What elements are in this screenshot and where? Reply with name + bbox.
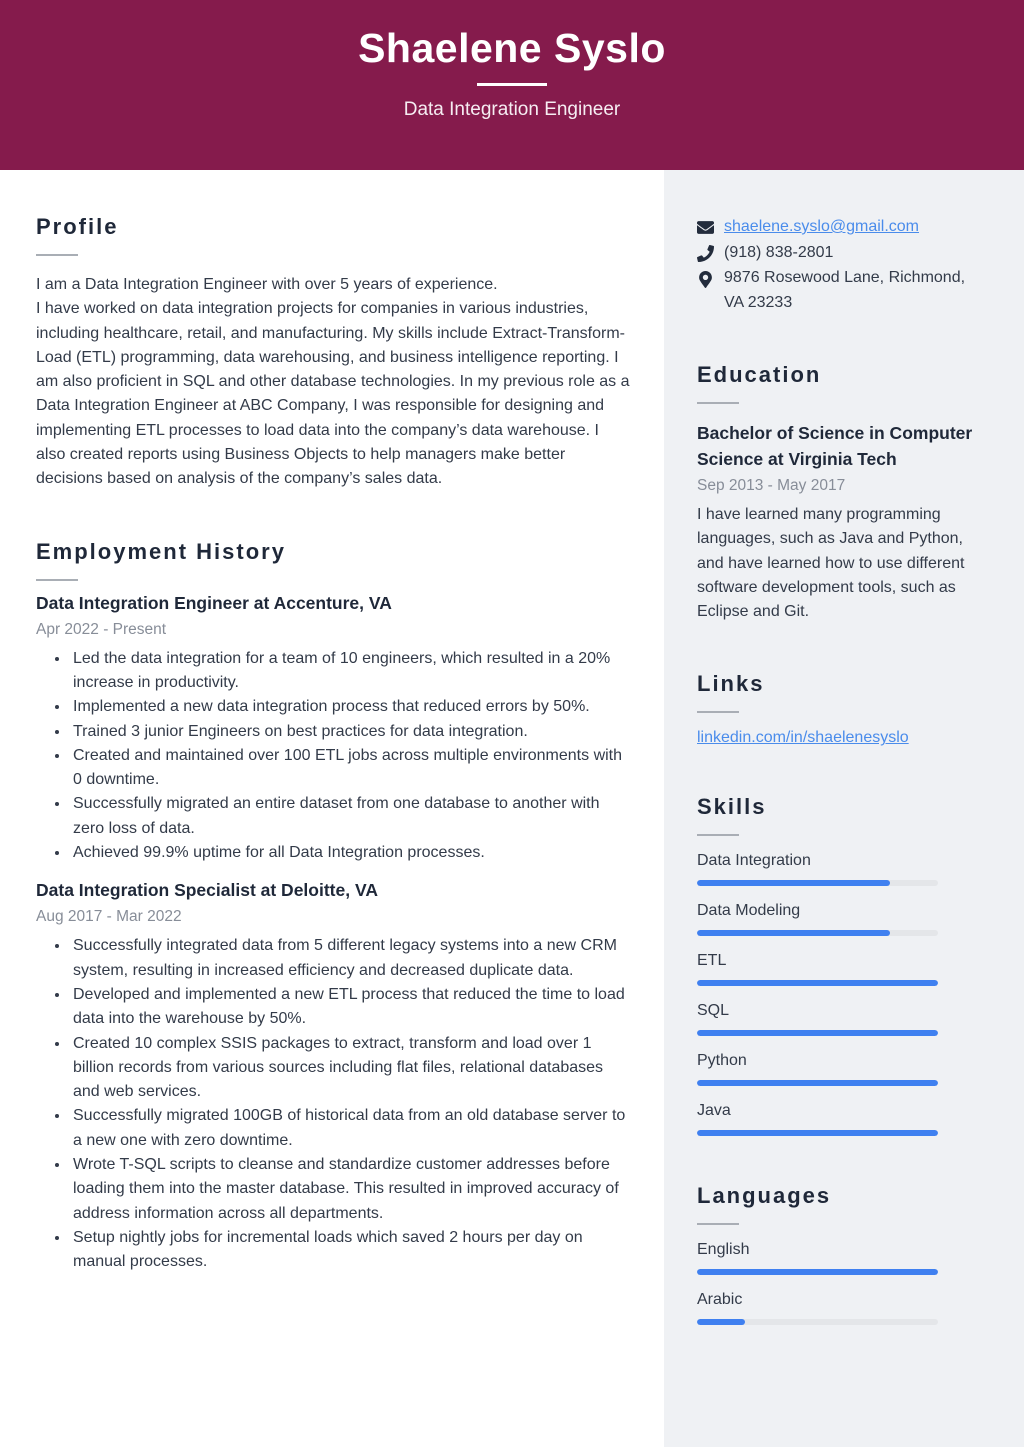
section-rule: [697, 834, 739, 836]
profile-section: [36, 214, 630, 492]
job-bullet: Achieved 99.9% uptime for all Data Integration processes.: [36, 841, 630, 865]
job-bullets: [36, 934, 630, 1274]
job-entry: [36, 878, 630, 1274]
language-bar-track: [697, 1319, 938, 1325]
education-heading: Education: [697, 362, 822, 387]
skill-name: Python: [697, 1052, 747, 1070]
skill-item: [697, 850, 986, 886]
language-bar-track: [697, 1269, 938, 1275]
job-list: [36, 591, 630, 1275]
location-pin-icon: [697, 271, 714, 288]
employment-section: [36, 539, 630, 1275]
education-dates: Sep 2013 - May 2017: [697, 477, 846, 494]
job-entry: [36, 591, 630, 866]
employment-heading: Employment History: [36, 538, 286, 564]
job-bullet: Led the data integration for a team of 10 engineers, which resulted in a 20% increase in productivity.: [36, 647, 630, 696]
language-item: [697, 1289, 986, 1325]
language-name: English: [697, 1241, 750, 1259]
candidate-name: Shaelene Syslo: [358, 25, 666, 71]
education-description: I have learned many programming languages, such as Java and Python, and have learned how to use different software development tools, such as Eclipse and Git.: [697, 506, 965, 621]
job-bullet: Wrote T-SQL scripts to cleanse and standardize customer addresses before loading them into the master database. This resulted in improved accuracy of address information across all departments.: [36, 1153, 630, 1226]
skill-item: [697, 1100, 986, 1136]
language-item: [697, 1239, 986, 1275]
skill-bar-fill: [697, 930, 890, 936]
skill-item: [697, 950, 986, 986]
language-name: Arabic: [697, 1291, 743, 1309]
job-title: Data Integration Engineer at Accenture, VA: [36, 592, 392, 613]
job-bullet: Setup nightly jobs for incremental loads which saved 2 hours per day on manual processes.: [36, 1226, 630, 1275]
section-rule: [697, 402, 739, 404]
skill-bar-track: [697, 1030, 938, 1036]
name-divider: [477, 83, 547, 86]
job-bullet: Created 10 complex SSIS packages to extract, transform and load over 1 billion records from various sources including flat files, relational databases and web services.: [36, 1032, 630, 1105]
address-text: 9876 Rosewood Lane, Richmond, VA 23233: [724, 269, 966, 311]
skill-bar-track: [697, 980, 938, 986]
job-bullet: Successfully migrated 100GB of historical data from an old database server to a new one with zero downtime.: [36, 1104, 630, 1153]
section-rule: [697, 1223, 739, 1225]
skill-name: Data Integration: [697, 852, 811, 870]
skill-name: SQL: [697, 1002, 730, 1020]
job-dates: Apr 2022 - Present: [36, 620, 167, 638]
skills-heading: Skills: [697, 794, 767, 820]
content-columns: [0, 170, 1024, 1447]
skill-bar-fill: [697, 1080, 938, 1086]
skill-item: [697, 1050, 986, 1086]
skills-list: [697, 850, 986, 1136]
links-heading: Links: [697, 671, 765, 697]
skill-bar-fill: [697, 880, 890, 886]
skill-bar-track: [697, 930, 938, 936]
sidebar: [664, 170, 1024, 1447]
profile-paragraph: I am a Data Integration Engineer with over 5 years of experience.: [36, 276, 498, 293]
job-dates: Aug 2017 - Mar 2022: [36, 908, 182, 926]
education-section: [697, 362, 986, 624]
job-bullet: Developed and implemented a new ETL process that reduced the time to load data into the warehouse by 50%.: [36, 983, 630, 1032]
language-bar-fill: [697, 1319, 745, 1325]
profile-heading: Profile: [36, 214, 119, 239]
job-bullets: [36, 647, 630, 866]
contact-block: [697, 214, 986, 315]
job-bullet: Successfully integrated data from 5 different legacy systems into a new CRM system, resulting in increased efficiency and decreased duplicate data.: [36, 934, 630, 983]
degree-title: Bachelor of Science in Computer Science at Virginia Tech: [697, 423, 973, 469]
profile-paragraph: I have worked on data integration projects for companies in various industries, including healthcare, retail, and manufacturing. My skills include Extract-Transform-Load (ETL) programming, data warehousing, and business intelligence reporting. I am also proficient in SQL and other database technologies. In my previous role as a Data Integration Engineer at ABC Company, I was responsible for designing and implementing ETL processes to load data into the company’s data warehouse. I also created reports using Business Objects to help managers make better decisions based on analysis of the company’s sales data.: [36, 300, 630, 488]
section-rule: [36, 254, 78, 256]
job-title: Data Integration Specialist at Deloitte, VA: [36, 880, 378, 901]
main-column: [0, 170, 664, 1447]
phone-number: (918) 838-2801: [724, 244, 834, 261]
languages-heading: Languages: [697, 1183, 832, 1209]
section-rule: [697, 711, 739, 713]
contact-email-row: [697, 214, 986, 240]
job-bullet: Implemented a new data integration process that reduced errors by 50%.: [36, 695, 630, 719]
skill-name: Data Modeling: [697, 902, 801, 920]
skill-bar-track: [697, 1130, 938, 1136]
skill-bar-track: [697, 1080, 938, 1086]
skill-item: [697, 900, 986, 936]
linkedin-link[interactable]: linkedin.com/in/shaelenesyslo: [697, 729, 909, 747]
skill-bar-fill: [697, 1030, 938, 1036]
job-bullet: Successfully migrated an entire dataset from one database to another with zero loss of data.: [36, 792, 630, 841]
resume-header: [0, 0, 1024, 170]
job-bullet: Trained 3 junior Engineers on best practices for data integration.: [36, 720, 630, 744]
candidate-job-title: Data Integration Engineer: [403, 99, 621, 120]
job-bullet: Created and maintained over 100 ETL jobs across multiple environments with 0 downtime.: [36, 744, 630, 793]
languages-list: [697, 1239, 986, 1325]
contact-phone-row: [697, 240, 986, 266]
language-bar-fill: [697, 1269, 938, 1275]
profile-text: [36, 273, 630, 492]
skill-bar-fill: [697, 980, 938, 986]
envelope-icon: [697, 219, 714, 236]
skills-section: [697, 794, 986, 1136]
skill-bar-fill: [697, 1130, 938, 1136]
skill-name: Java: [697, 1102, 731, 1120]
skill-item: [697, 1000, 986, 1036]
links-section: [697, 671, 986, 747]
section-rule: [36, 579, 78, 581]
phone-icon: [697, 245, 714, 262]
languages-section: [697, 1183, 986, 1325]
link-list: [697, 729, 986, 747]
email-link[interactable]: shaelene.syslo@gmail.com: [724, 218, 919, 235]
contact-address-row: [697, 266, 986, 315]
skill-bar-track: [697, 880, 938, 886]
skill-name: ETL: [697, 952, 727, 970]
